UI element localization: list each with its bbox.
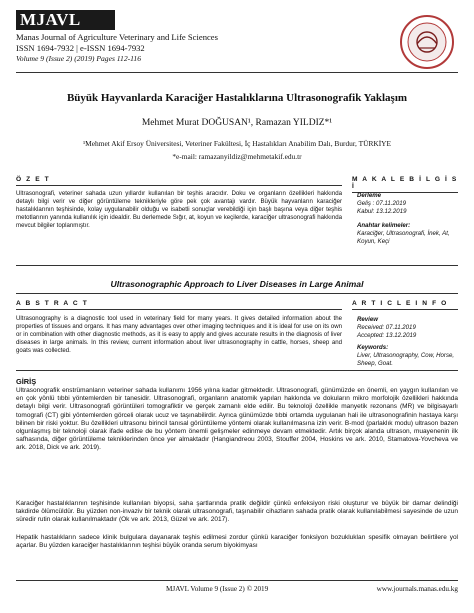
article-authors: Mehmet Murat DOĞUSAN¹, Ramazan YILDIZ*¹ — [141, 118, 333, 128]
article-info-heading: A R T I C L E I N F O — [352, 300, 458, 310]
makale-bilgisi — [357, 192, 458, 246]
derleme-label: Derleme — [357, 192, 382, 199]
anahtar-label: Anahtar kelimeler: — [357, 222, 411, 229]
english-title: Ultrasonographic Approach to Liver Diseases in Large Animal — [110, 279, 364, 289]
university-seal-icon — [399, 14, 455, 70]
journal-issn: ISSN 1694-7932 | e-ISSN 1694-7932 — [16, 43, 145, 53]
corresponding-email: *e-mail: ramazanyildiz@mehmetakif.edu.tr — [172, 152, 302, 161]
article-affiliation: ¹Mehmet Akif Ersoy Üniversitesi, Veteriner Fakültesi, İç Hastalıkları Anabilim Dalı, Burdur, TÜRKİYE — [82, 139, 392, 148]
keywords-label: Keywords: — [357, 344, 389, 351]
review-label: Review — [357, 316, 379, 323]
journal-name: Manas Journal of Agriculture Veterinary and Life Sciences — [16, 32, 218, 42]
kabul-date: Kabul: 13.12.2019 — [357, 208, 407, 215]
header-divider — [16, 72, 458, 73]
ozet-heading: Ö Z E T — [16, 176, 342, 186]
abstract-text: Ultrasonography is a diagnostic tool used in veterinary field for many years. It gives detailed information about the properties of tissues and organs. It has many advantages over other imaging techniques and it is ideal for use on its own or in combination with other diagnostic methods, as it is easy to apply and gives accurate results in the diagnosis of liver diseases in large animals. In this review, current information about liver ultrasonography in cattle, horses, sheep and goats was collected. — [16, 315, 342, 354]
intro-paragraph-1: Ultrasonografik enstrümanların veteriner sahada kullanımı 1956 yılına kadar gitmektedir. Ultrasonografi, günümüzde en önemli, en yaygın kullanılan ve en çok yönlü tıbbi yöntemlerden bir tanesidir. Ultrasonografi, organların anatomik yapıları hakkında ve dokuların mikro morfolojik özellikleri hakkında detaylı bilgi verir. Ultrasonografi görüntüleri tomografiktir ve gerçek zamanlı elde edilir. Bu teknoloji özellikle manyetik rezonans (MR) ve bilgisayarlı tomografi (CT) gibi yöntemlerden görceli olarak ucuz ve taşınabilirdir. Ayrıca günümüzde tıbbi ortamda uygulanan hali ile ultrasonografinin hastaya karşı bilinen bir riski yoktur. Bu özellikleri ultrasonu birincil tanısal görüntüleme yöntemi olarak kullanılmasına izin verir. B-mod (parlaklık modu) ultrason bazen olgunlaşmış bir teknoloji olarak ifade edilse de bu yöntem önemli gelişmeler edinmeye devam etmektedir. Artık birçok alanda ultrason, muayenenin ilk safhasında, diğer görüntüleme tekniklerinden önce yer almaktadır (Hangiandreou 2003, Stouffer 2004, Hoskins ve ark. 2010, Stamatova-Yovcheva ve ark. 2018, Dick ve ark. 2019). — [16, 387, 458, 452]
makale-bilgisi-heading: M A K A L E B İ L G İ S İ — [352, 176, 458, 193]
journal-logo: MJAVL — [16, 10, 115, 30]
accepted-date: Accepted: 13.12.2019 — [357, 332, 417, 339]
intro-paragraph-3: Hepatik hastalıkların sadece klinik bulgulara dayanarak teşhis edilmesi zordur çünkü karaciğer fonksiyon bozuklukları spesifik olmayan belirtilere yol açarlar. Bu yüzden karaciğer hastalıklarının teşhisi büyük oranda serum biyokimyası — [16, 534, 458, 550]
keywords: Liver, Ultrasonography, Cow, Horse, Sheep, Goat. — [357, 352, 455, 367]
journal-volume: Volume 9 (Issue 2) (2019) Pages 112-116 — [16, 54, 141, 63]
ozet-text: Ultrasonografi, veteriner sahada uzun yıllardır kullanılan bir teşhis aracıdır. Doku ve organların özellikleri hakkında detaylı bilgi verir ve diğer görüntüleme teknikleriyle göre pek çok avantajı vardır. Büyük hayvanların karaciğer hastalıklarının teşhisinde, kolay uygulanabilir olduğu ve isabetli sonuçlar verebildiği için başlı başına veya diğer teşhis metotlarının yanında kullanılık için idealdir. Bu derlemede Sığır, at, koyun ve keçilerde, karaciğer ultrasonografi hakkında mevcut bilgiler toplanmıştır. — [16, 190, 342, 229]
abstract-bottom-rule — [16, 370, 458, 371]
abstract-heading: A B S T R A C T — [16, 300, 342, 310]
intro-paragraph-2: Karaciğer hastalıklarının teşhisinde kullanılan biyopsi, saha şartlarında pratik değildir çünkü enfeksiyon riski oluşturur ve büyük bir damar delindiği takdirde ölümcüldür. Bu yüzden non-invaziv bir teknik olarak ultrasonografi, taşınabilir cihazların sahada pratik olarak kullanılabilmesi sayesinde de uzun süredir rutin olarak kullanılmaktadır (Ok ve ark. 2013, Güzel ve ark. 2017). — [16, 500, 458, 524]
footer-divider — [16, 580, 458, 581]
article-info — [357, 316, 458, 368]
anahtar-kelimeler: Karaciğer, Ultrasonografi, İnek, At, Koyun, Keçi — [357, 230, 450, 245]
received-date: Received: 07.11.2019 — [357, 324, 416, 331]
article-title: Büyük Hayvanlarda Karaciğer Hastalıklarına Ultrasonografik Yaklaşım — [66, 92, 408, 104]
english-title-rule — [16, 293, 458, 294]
footer-url[interactable]: www.journals.manas.edu.kg — [376, 585, 458, 593]
ozet-bottom-rule — [16, 265, 458, 266]
footer-journal: MJAVL Volume 9 (Issue 2) © 2019 — [166, 585, 269, 593]
gelis-date: Geliş : 07.11.2019 — [357, 200, 407, 207]
intro-heading: GİRİŞ — [16, 377, 37, 386]
